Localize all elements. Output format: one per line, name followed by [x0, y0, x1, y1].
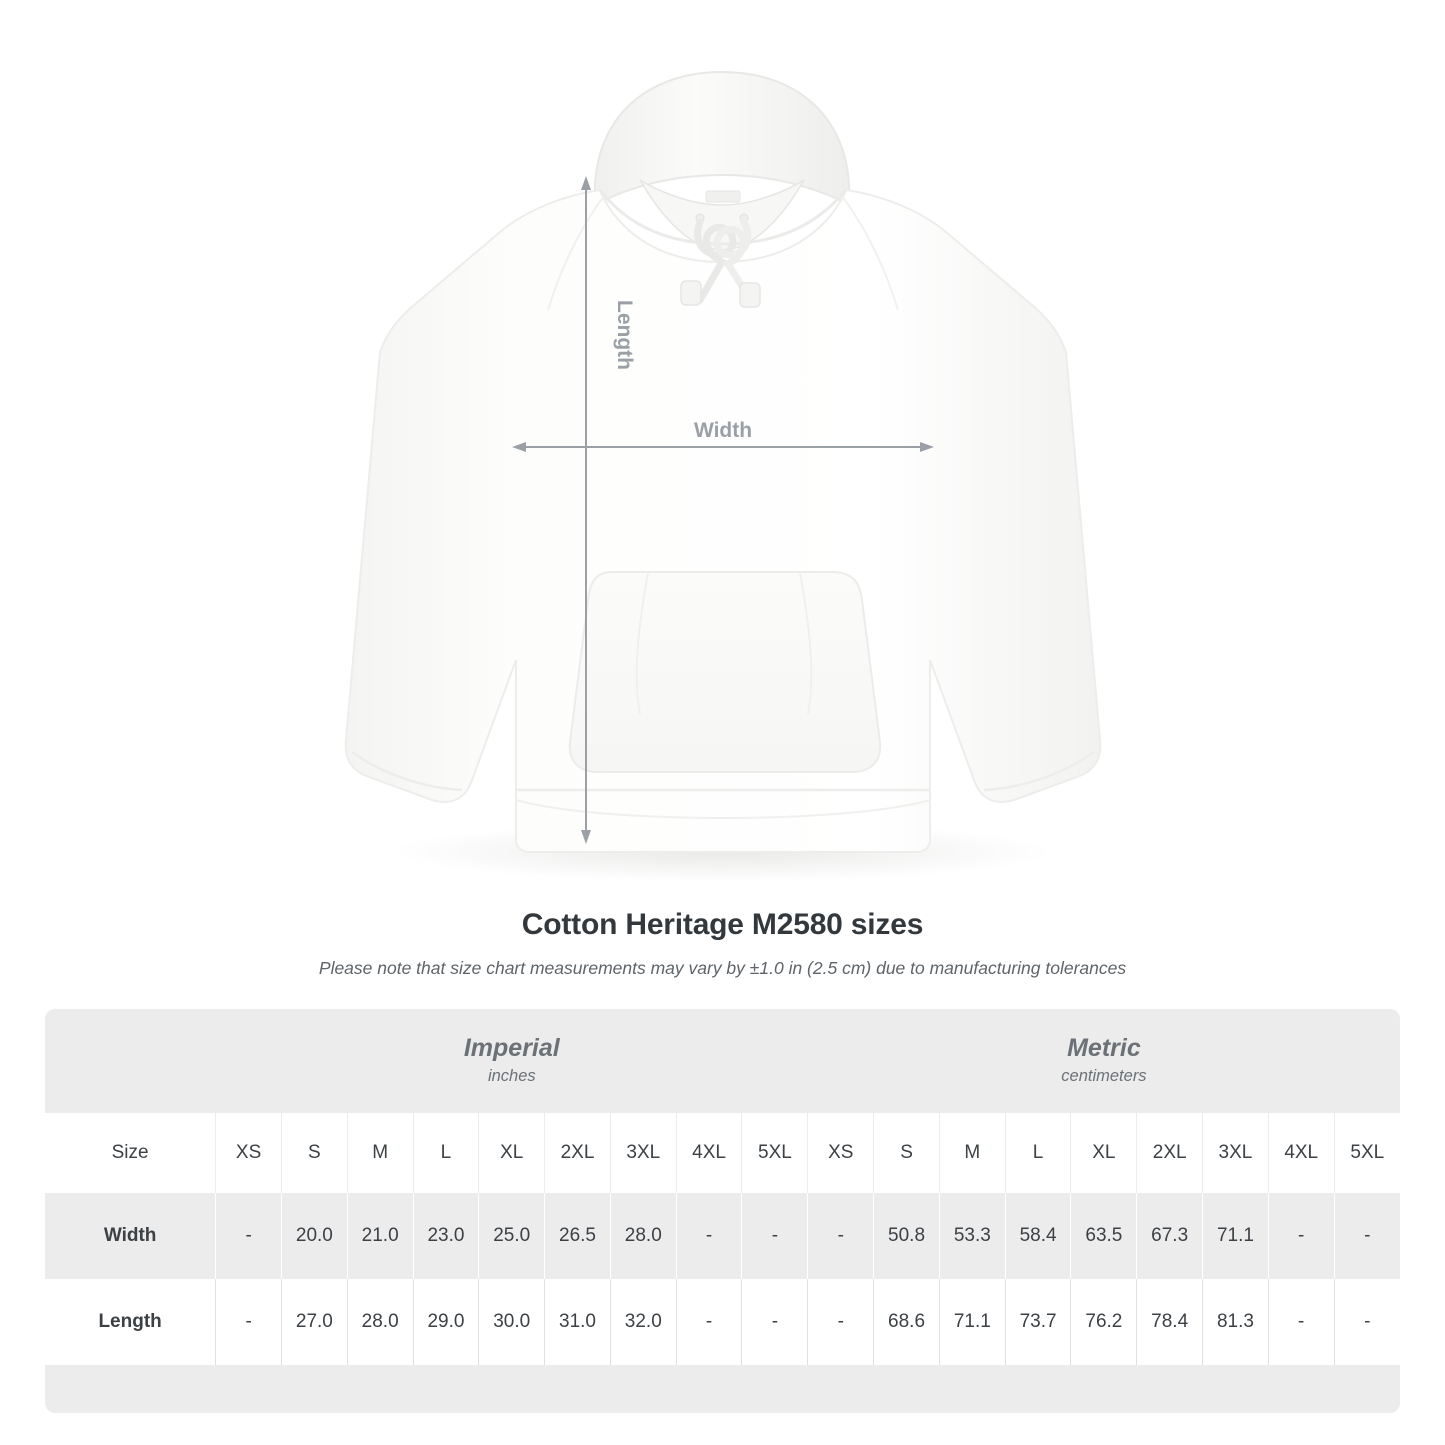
- unit-imperial: [216, 1009, 808, 1113]
- length-metric-xl: 76.2: [1071, 1279, 1137, 1365]
- length-dimension-label: Length: [613, 300, 636, 370]
- length-imperial-m: 28.0: [347, 1279, 413, 1365]
- table-row-length: [45, 1279, 1400, 1365]
- header-metric-m: M: [939, 1113, 1005, 1193]
- length-imperial-4xl: -: [676, 1279, 742, 1365]
- length-metric-2xl: 78.4: [1137, 1279, 1203, 1365]
- length-metric-5xl: -: [1334, 1279, 1400, 1365]
- header-metric-l: L: [1005, 1113, 1071, 1193]
- unit-metric-sub: centimeters: [1061, 1067, 1147, 1086]
- header-imperial-4xl: 4XL: [676, 1113, 742, 1193]
- length-metric-l: 73.7: [1005, 1279, 1071, 1365]
- header-imperial-xl: XL: [479, 1113, 545, 1193]
- width-metric-2xl: 67.3: [1137, 1193, 1203, 1279]
- width-imperial-2xl: 26.5: [545, 1193, 611, 1279]
- table-footer-band: [45, 1365, 1400, 1413]
- length-metric-m: 71.1: [939, 1279, 1005, 1365]
- width-metric-4xl: -: [1268, 1193, 1334, 1279]
- width-imperial-xs: -: [216, 1193, 282, 1279]
- header-metric-xs: XS: [808, 1113, 874, 1193]
- title-block: [0, 908, 1445, 979]
- length-metric-3xl: 81.3: [1203, 1279, 1269, 1365]
- unit-banner-spacer: [45, 1009, 216, 1113]
- header-imperial-5xl: 5XL: [742, 1113, 808, 1193]
- header-imperial-xs: XS: [216, 1113, 282, 1193]
- header-imperial-2xl: 2XL: [545, 1113, 611, 1193]
- length-imperial-l: 29.0: [413, 1279, 479, 1365]
- width-metric-m: 53.3: [939, 1193, 1005, 1279]
- unit-banner-row: [45, 1009, 1400, 1113]
- unit-imperial-sub: inches: [487, 1067, 536, 1086]
- size-header-row: [45, 1113, 1400, 1193]
- length-metric-s: 68.6: [874, 1279, 940, 1365]
- row-label-length: Length: [45, 1279, 216, 1365]
- length-imperial-5xl: -: [742, 1279, 808, 1365]
- table-row-width: [45, 1193, 1400, 1279]
- size-table-wrapper: [45, 1009, 1400, 1413]
- table-footer-cell: [45, 1365, 1400, 1413]
- width-imperial-3xl: 28.0: [610, 1193, 676, 1279]
- header-metric-4xl: 4XL: [1268, 1113, 1334, 1193]
- width-imperial-l: 23.0: [413, 1193, 479, 1279]
- width-metric-s: 50.8: [874, 1193, 940, 1279]
- length-metric-4xl: -: [1268, 1279, 1334, 1365]
- length-imperial-s: 27.0: [282, 1279, 348, 1365]
- header-metric-s: S: [874, 1113, 940, 1193]
- header-imperial-m: M: [347, 1113, 413, 1193]
- tolerance-note: Please note that size chart measurements may vary by ±1.0 in (2.5 cm) due to manufacturing tolerances: [318, 958, 1127, 978]
- header-metric-3xl: 3XL: [1203, 1113, 1269, 1193]
- width-imperial-5xl: -: [742, 1193, 808, 1279]
- header-imperial-3xl: 3XL: [610, 1113, 676, 1193]
- unit-metric: [808, 1009, 1400, 1113]
- width-imperial-4xl: -: [676, 1193, 742, 1279]
- length-imperial-2xl: 31.0: [545, 1279, 611, 1365]
- width-metric-xs: -: [808, 1193, 874, 1279]
- header-imperial-s: S: [282, 1113, 348, 1193]
- header-size-label: Size: [45, 1113, 216, 1193]
- width-imperial-s: 20.0: [282, 1193, 348, 1279]
- unit-imperial-name: Imperial: [463, 1034, 560, 1062]
- length-imperial-xl: 30.0: [479, 1279, 545, 1365]
- width-metric-3xl: 71.1: [1203, 1193, 1269, 1279]
- width-imperial-xl: 25.0: [479, 1193, 545, 1279]
- width-metric-l: 58.4: [1005, 1193, 1071, 1279]
- length-imperial-xs: -: [216, 1279, 282, 1365]
- width-imperial-m: 21.0: [347, 1193, 413, 1279]
- header-metric-xl: XL: [1071, 1113, 1137, 1193]
- header-imperial-l: L: [413, 1113, 479, 1193]
- size-table: [45, 1009, 1400, 1413]
- width-metric-xl: 63.5: [1071, 1193, 1137, 1279]
- length-metric-xs: -: [808, 1279, 874, 1365]
- width-metric-5xl: -: [1334, 1193, 1400, 1279]
- row-label-width: Width: [45, 1193, 216, 1279]
- header-metric-5xl: 5XL: [1334, 1113, 1400, 1193]
- header-metric-2xl: 2XL: [1137, 1113, 1203, 1193]
- unit-metric-name: Metric: [1067, 1034, 1141, 1062]
- width-dimension-label: Width: [693, 419, 753, 442]
- page-title: Cotton Heritage M2580 sizes: [521, 908, 924, 941]
- length-imperial-3xl: 32.0: [610, 1279, 676, 1365]
